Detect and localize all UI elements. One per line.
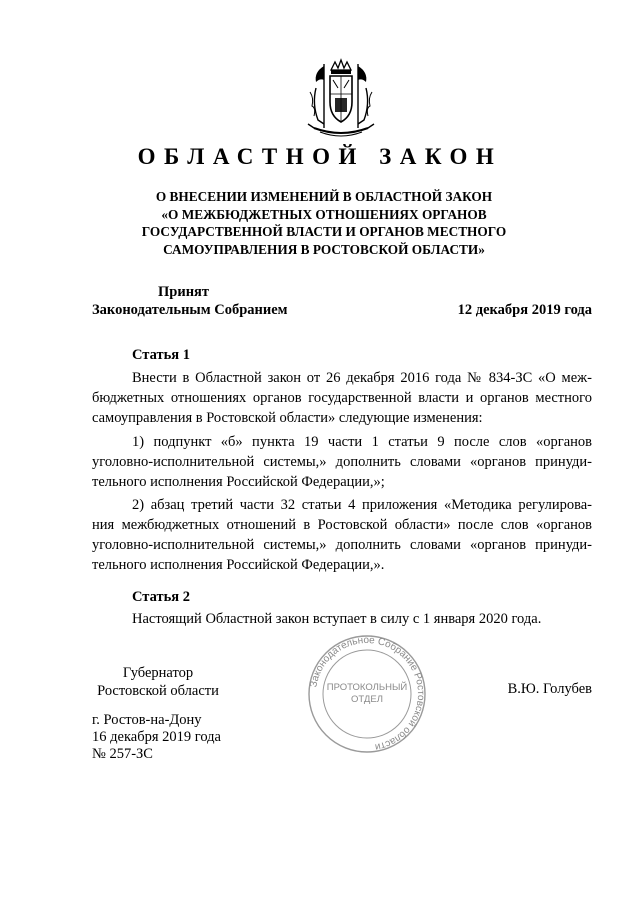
paragraph-line: уголовно-исполнительной системы,» дополнить словами «органов принуди- <box>92 537 592 553</box>
paragraph-line: тельного исполнения Российской Федерации,»; <box>92 474 385 490</box>
rostov-coat-of-arms-icon <box>302 58 380 140</box>
signatory-title-line: Ростовской области <box>97 683 219 699</box>
law-number: № 257-ЗС <box>92 746 153 762</box>
signing-date: 16 декабря 2019 года <box>92 729 221 745</box>
paragraph-line: Внести в Областной закон от 26 декабря 2016 года № 834-ЗС «О меж- <box>132 370 592 386</box>
subtitle-line: «О МЕЖБЮДЖЕТНЫХ ОТНОШЕНИЯХ ОРГАНОВ <box>161 206 487 222</box>
paragraph-line: ния межбюджетных отношений в Ростовской области» после слов «органов <box>92 517 592 533</box>
article-2-text <box>92 609 592 629</box>
subtitle-line: ГОСУДАРСТВЕННОЙ ВЛАСТИ И ОРГАНОВ МЕСТНОГО <box>141 224 507 239</box>
place-and-number <box>92 712 221 763</box>
paragraph-line: 1) подпункт «б» пункта 19 части 1 статьи 9 после слов «органов <box>132 434 592 450</box>
article-1-heading: Статья 1 <box>132 347 190 363</box>
subtitle-line: О ВНЕСЕНИИ ИЗМЕНЕНИЙ В ОБЛАСТНОЙ ЗАКОН <box>155 189 493 204</box>
article-1-item-2 <box>92 495 592 575</box>
paragraph-line: тельного исполнения Российской Федерации,». <box>92 557 385 573</box>
paragraph-line: Настоящий Областной закон вступает в силу с 1 января 2020 года. <box>132 611 542 627</box>
place: г. Ростов-на-Дону <box>92 712 202 728</box>
subtitle-line: САМОУПРАВЛЕНИЯ В РОСТОВСКОЙ ОБЛАСТИ» <box>163 241 485 257</box>
stamp-center-text: ОТДЕЛ <box>351 694 383 705</box>
signatory-title <box>92 664 224 700</box>
article-2-heading: Статья 2 <box>132 589 190 605</box>
paragraph-line: 2) абзац третий части 32 статьи 4 приложения «Методика регулирова- <box>132 497 592 513</box>
law-title: ОБЛАСТНОЙ ЗАКОН <box>137 144 503 169</box>
adoption-date: 12 декабря 2019 года <box>457 302 592 318</box>
article-1-item-1 <box>92 432 592 492</box>
official-stamp <box>302 634 432 754</box>
stamp-center-text: ПРОТОКОЛЬНЫЙ <box>326 682 408 693</box>
signatory-name: В.Ю. Голубев <box>507 681 592 697</box>
article-1-intro <box>92 368 592 428</box>
paragraph-line: бюджетных отношениях органов государственной власти и органов местного <box>92 390 592 406</box>
paragraph-line: уголовно-исполнительной системы,» дополнить словами «органов принуди- <box>92 454 592 470</box>
paragraph-line: самоуправления в Ростовской области» следующие изменения: <box>92 410 483 426</box>
adopted-label: Принят <box>158 284 210 300</box>
signatory-title-line: Губернатор <box>122 665 194 681</box>
stamp-ring-text: Законодательное Собрание Ростовской области <box>308 634 427 753</box>
law-subtitle <box>130 188 518 258</box>
adopting-body: Законодательным Собранием <box>92 302 288 318</box>
